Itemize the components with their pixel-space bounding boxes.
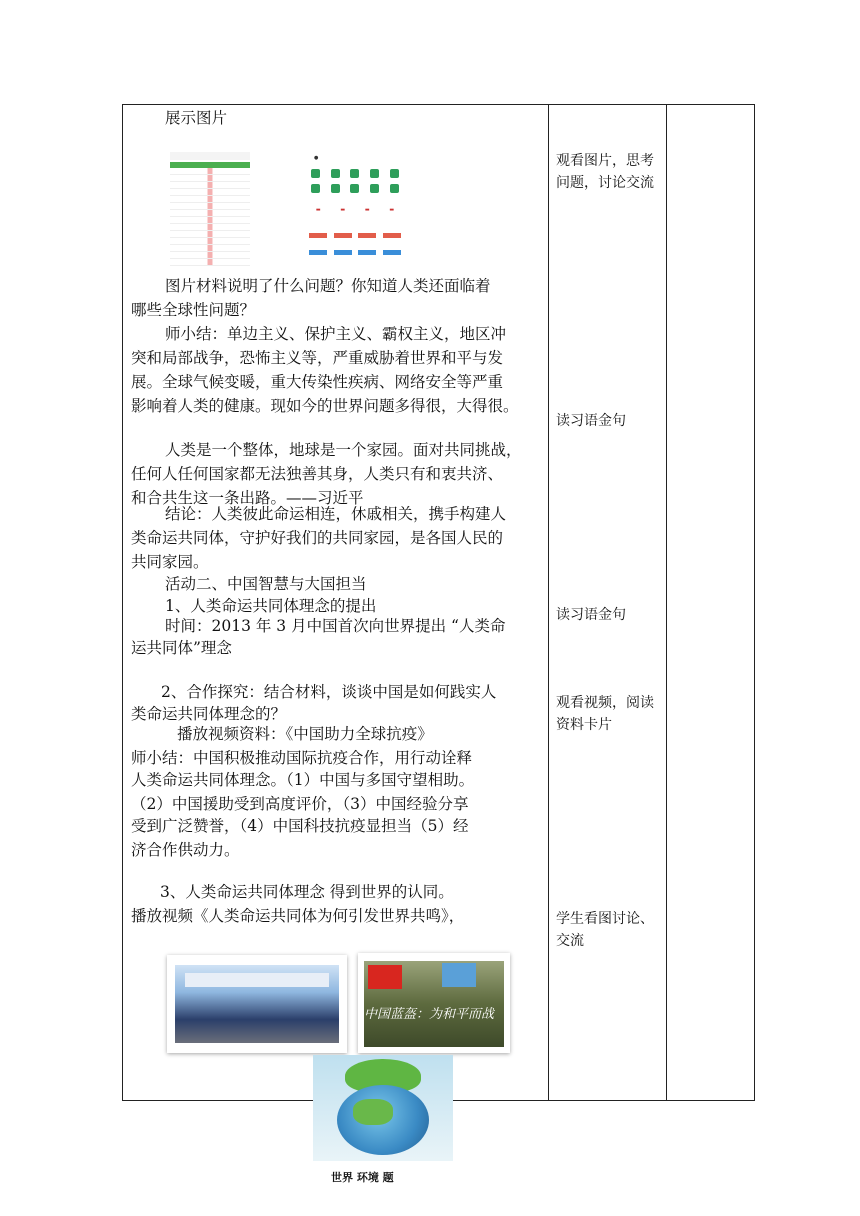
- activity-note: 观看视频，阅读: [556, 695, 654, 711]
- text-line: 2、合作探究：结合材料，谈谈中国是如何践实人: [161, 683, 497, 701]
- activity-note: 读习语金句: [556, 413, 626, 429]
- text-line: 影响着人类的健康。现如今的世界问题多得很，大得很。: [131, 397, 519, 415]
- image-caption: 世界 环境 题: [331, 1171, 394, 1184]
- text-line: 运共同体”理念: [131, 639, 232, 657]
- text-line: 人类命运共同体理念。（1）中国与多国守望相助。: [131, 771, 475, 789]
- column-divider: [548, 105, 549, 1100]
- text-line: （2）中国援助受到高度评价，（3）中国经验分享: [131, 795, 469, 813]
- activity-note: 资料卡片: [556, 717, 612, 733]
- text-line: 师小结：中国积极推动国际抗疫合作，用行动诠释: [131, 749, 473, 767]
- peacekeepers-photo: [358, 953, 510, 1053]
- text-line: 播放视频《人类命运共同体为何引发世界共鸣》，: [131, 907, 465, 925]
- activity-note: 问题，讨论交流: [556, 175, 654, 191]
- text-line: 3、人类命运共同体理念 得到世界的认同。: [160, 883, 454, 901]
- column-divider: [666, 105, 667, 1100]
- text-line: 受到广泛赞誉，（4）中国科技抗疫显担当（5）经: [131, 817, 469, 835]
- text-line: 图片材料说明了什么问题？你知道人类还面临着: [165, 277, 491, 295]
- text-line: 突和局部战争，恐怖主义等，严重威胁着世界和平与发: [131, 349, 504, 367]
- text-line: 师小结：单边主义、保护主义、霸权主义，地区冲: [165, 325, 507, 343]
- text-line: 1、人类命运共同体理念的提出: [165, 597, 377, 615]
- text-line: 人类是一个整体，地球是一个家园。面对共同挑战，: [165, 441, 522, 459]
- text-line: 类命运共同体，守护好我们的共同家园，是各国人民的: [131, 529, 504, 547]
- activity-note: 学生看图讨论、: [556, 911, 654, 927]
- text-line: 和合共生这一条出路。——习近平: [131, 489, 364, 507]
- belt-and-road-forum-photo: [167, 955, 347, 1053]
- section-heading: 活动二、中国智慧与大国担当: [165, 575, 367, 593]
- text-line: 展。全球气候变暖，重大传染性疾病、网络安全等严重: [131, 373, 504, 391]
- text-line: 共同家园。: [131, 553, 209, 571]
- text-line: 类命运共同体理念的？: [131, 705, 287, 723]
- activity-note: 读习语金句: [556, 607, 626, 623]
- text-line: 济合作供动力。: [131, 841, 240, 859]
- text-line: 结论：人类彼此命运相连，休戚相关，携手构建人: [165, 505, 507, 523]
- activity-note: 交流: [556, 933, 584, 949]
- earth-environment-image: [313, 1055, 453, 1161]
- epidemic-table-screenshot: [170, 152, 250, 272]
- text-line: 任何人任何国家都无法独善其身，人类只有和衷共济、: [131, 465, 504, 483]
- text-line: 哪些全球性问题？: [131, 301, 256, 319]
- activity-note: 观看图片，思考: [556, 153, 654, 169]
- text-line: 展示图片: [165, 109, 228, 127]
- text-line: 播放视频资料：《中国助力全球抗疫》: [177, 725, 433, 743]
- photo-caption: 中国蓝盔：为和平而战: [364, 1007, 495, 1022]
- text-line: 时间：2013 年 3 月中国首次向世界提出 “人类命: [165, 617, 506, 635]
- epidemic-app-screenshot: ● ▬ ▬ ▬ ▬: [306, 154, 404, 270]
